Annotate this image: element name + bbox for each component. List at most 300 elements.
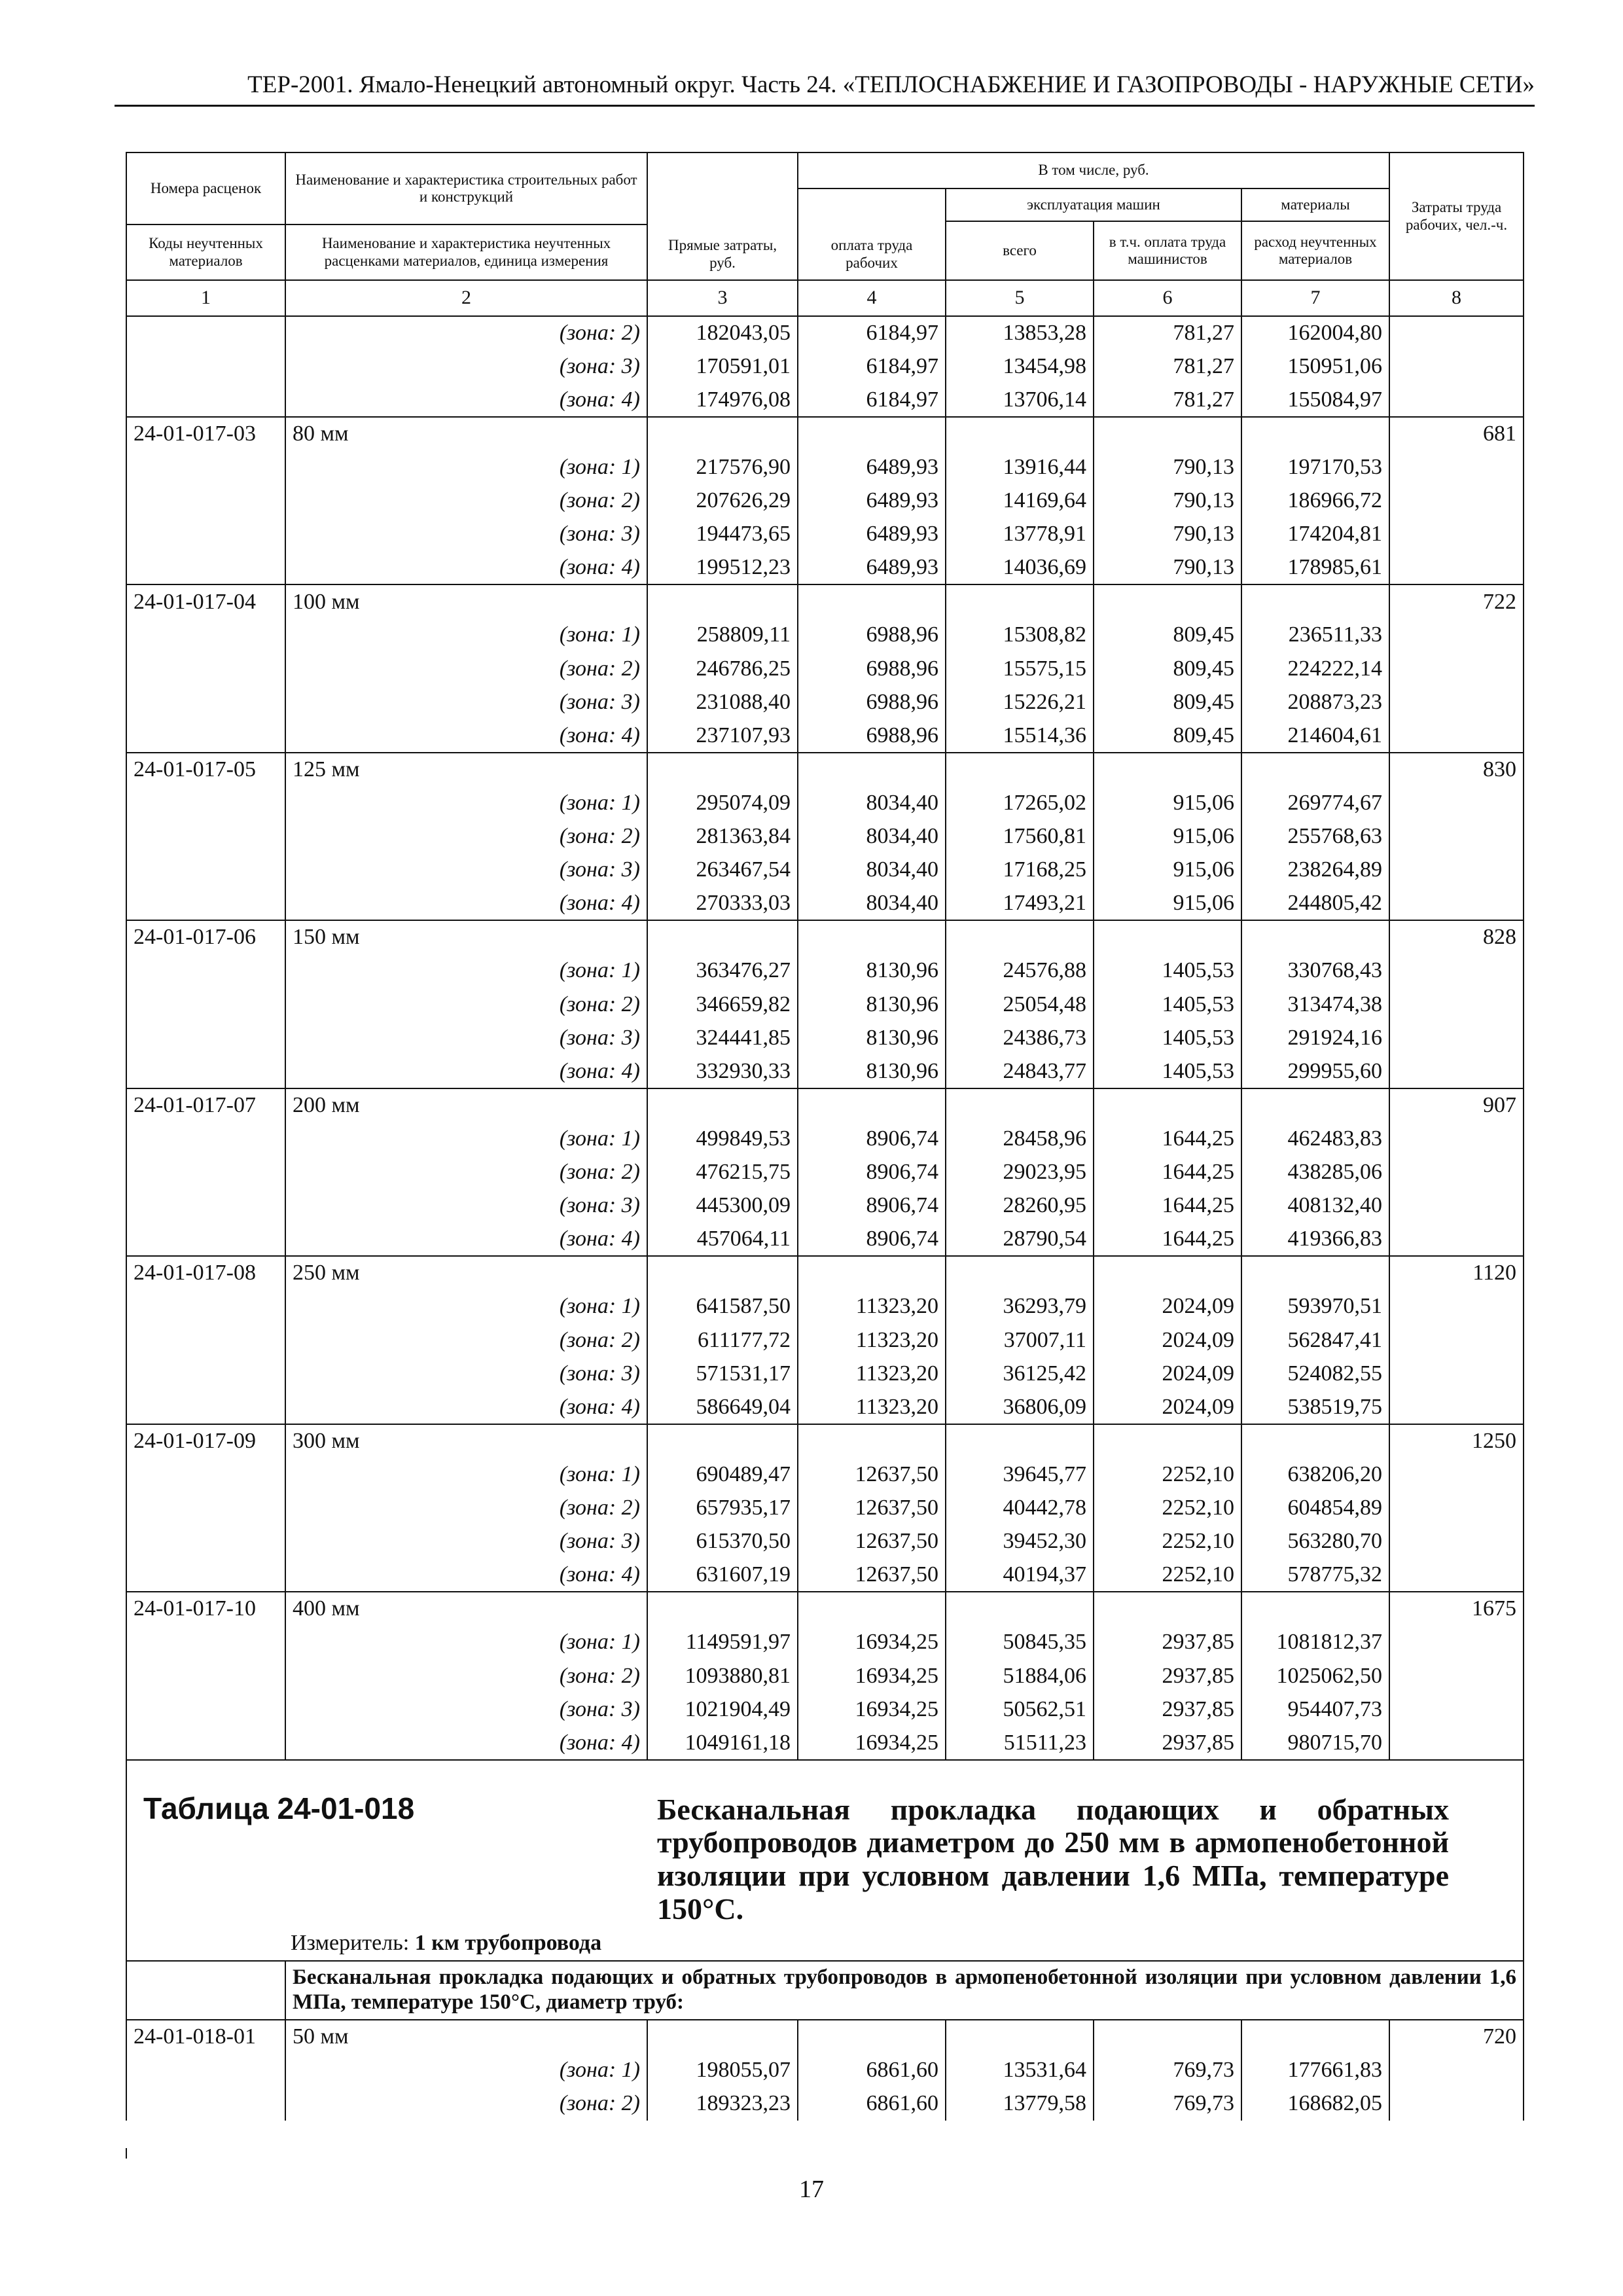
header-rule	[115, 105, 1535, 107]
empty-cell	[126, 1659, 285, 1693]
machines-total: 25054,48	[946, 988, 1094, 1021]
empty-cell	[798, 1424, 946, 1458]
col-number-5: 5	[946, 280, 1094, 316]
rates-table	[126, 152, 1524, 2121]
empty-cell	[1094, 920, 1241, 954]
empty-cell	[1389, 988, 1524, 1021]
empty-cell	[1389, 1626, 1524, 1659]
empty-cell	[126, 652, 285, 685]
zone-row	[126, 786, 1524, 819]
empty-cell	[1389, 1155, 1524, 1189]
empty-cell	[1094, 1088, 1241, 1122]
machines-total: 13853,28	[946, 316, 1094, 350]
machinist-pay: 790,13	[1094, 450, 1241, 484]
zone-label: (зона: 1)	[285, 450, 647, 484]
zone-row	[126, 887, 1524, 920]
materials-cost: 330768,43	[1241, 954, 1389, 988]
machinist-pay: 2937,85	[1094, 1693, 1241, 1726]
table-continuation-mark	[126, 2148, 127, 2159]
empty-cell	[126, 1525, 285, 1558]
worker-pay: 8130,96	[798, 988, 946, 1021]
machines-total: 13706,14	[946, 384, 1094, 417]
machines-total: 28790,54	[946, 1223, 1094, 1256]
zone-label: (зона: 2)	[285, 316, 647, 350]
empty-cell	[1389, 1693, 1524, 1726]
rate-code: 24-01-017-05	[126, 753, 285, 786]
rate-row	[126, 753, 1524, 786]
worker-pay: 11323,20	[798, 1357, 946, 1390]
empty-cell	[126, 819, 285, 853]
worker-pay: 6184,97	[798, 316, 946, 350]
worker-pay: 8034,40	[798, 853, 946, 887]
labor-cost: 1675	[1389, 1592, 1524, 1625]
direct-cost: 476215,75	[647, 1155, 798, 1189]
zone-label: (зона: 1)	[285, 1290, 647, 1323]
empty-cell	[126, 1391, 285, 1424]
worker-pay: 6861,60	[798, 2053, 946, 2087]
worker-pay: 6988,96	[798, 685, 946, 719]
rate-code: 24-01-017-09	[126, 1424, 285, 1458]
empty-cell	[126, 1055, 285, 1088]
empty-cell	[1389, 384, 1524, 417]
rate-row	[126, 1256, 1524, 1289]
labor-cost: 828	[1389, 920, 1524, 954]
zone-row	[126, 1391, 1524, 1424]
materials-cost: 462483,83	[1241, 1122, 1389, 1155]
zone-label: (зона: 4)	[285, 384, 647, 417]
materials-cost: 269774,67	[1241, 786, 1389, 819]
hdr-col2-top: Наименование и характеристика строительных работ и конструкций	[285, 152, 647, 224]
col-number-8: 8	[1389, 280, 1524, 316]
empty-cell	[647, 1088, 798, 1122]
labor-cost: 681	[1389, 417, 1524, 450]
zone-label: (зона: 2)	[285, 988, 647, 1021]
worker-pay: 8034,40	[798, 887, 946, 920]
hdr-col8: Затраты труда рабочих, чел.-ч.	[1389, 152, 1524, 280]
direct-cost: 1021904,49	[647, 1693, 798, 1726]
materials-cost: 255768,63	[1241, 819, 1389, 853]
machinist-pay: 781,27	[1094, 350, 1241, 383]
zone-label: (зона: 3)	[285, 685, 647, 719]
empty-cell	[126, 619, 285, 652]
worker-pay: 6184,97	[798, 384, 946, 417]
empty-cell	[1389, 685, 1524, 719]
zone-row	[126, 1189, 1524, 1223]
rate-code: 24-01-017-06	[126, 920, 285, 954]
worker-pay: 11323,20	[798, 1290, 946, 1323]
direct-cost: 258809,11	[647, 619, 798, 652]
empty-cell	[126, 350, 285, 383]
empty-cell	[126, 2053, 285, 2087]
zone-row	[126, 954, 1524, 988]
machines-total: 15308,82	[946, 619, 1094, 652]
hdr-col1-top: Номера расценок	[126, 152, 285, 224]
zone-row	[126, 1525, 1524, 1558]
labor-cost: 1120	[1389, 1256, 1524, 1289]
direct-cost: 1093880,81	[647, 1659, 798, 1693]
empty-cell	[126, 384, 285, 417]
direct-cost: 231088,40	[647, 685, 798, 719]
machinist-pay: 2024,09	[1094, 1323, 1241, 1357]
machinist-pay: 2024,09	[1094, 1391, 1241, 1424]
empty-cell	[1389, 1290, 1524, 1323]
empty-cell	[126, 1155, 285, 1189]
table2-title: Бесканальная прокладка подающих и обратных трубопроводов диаметром до 250 мм в армопенобетонной изоляции при условном давлении 1,6 МПа, температуре 150°С.	[657, 1792, 1449, 1926]
hdr-col6: в т.ч. оплата труда машинистов	[1094, 221, 1241, 280]
direct-cost: 641587,50	[647, 1290, 798, 1323]
materials-cost: 150951,06	[1241, 350, 1389, 383]
empty-cell	[1389, 853, 1524, 887]
zone-row	[126, 1021, 1524, 1054]
zone-label: (зона: 4)	[285, 551, 647, 584]
worker-pay: 8034,40	[798, 819, 946, 853]
empty-cell	[1389, 1323, 1524, 1357]
materials-cost: 638206,20	[1241, 1458, 1389, 1491]
worker-pay: 16934,25	[798, 1626, 946, 1659]
empty-cell	[1094, 1256, 1241, 1289]
direct-cost: 363476,27	[647, 954, 798, 988]
empty-cell	[647, 2020, 798, 2053]
labor-cost: 907	[1389, 1088, 1524, 1122]
rate-name: 50 мм	[285, 2020, 647, 2053]
hdr-col1-bottom: Коды неучтенных материалов	[126, 224, 285, 280]
empty-cell	[798, 584, 946, 618]
empty-cell	[1241, 1088, 1389, 1122]
empty-cell	[1389, 1223, 1524, 1256]
machines-total: 40442,78	[946, 1491, 1094, 1524]
worker-pay: 6184,97	[798, 350, 946, 383]
zone-label: (зона: 2)	[285, 652, 647, 685]
zone-row	[126, 518, 1524, 551]
materials-cost: 177661,83	[1241, 2053, 1389, 2087]
machines-total: 28260,95	[946, 1189, 1094, 1223]
empty-cell	[647, 1592, 798, 1625]
col-number-6: 6	[1094, 280, 1241, 316]
worker-pay: 11323,20	[798, 1391, 946, 1424]
empty-cell	[1241, 1256, 1389, 1289]
machinist-pay: 915,06	[1094, 786, 1241, 819]
empty-cell	[1389, 954, 1524, 988]
table2-section-row	[126, 1961, 1524, 2020]
zone-row	[126, 1491, 1524, 1524]
empty-cell	[647, 584, 798, 618]
machinist-pay: 1644,25	[1094, 1122, 1241, 1155]
materials-cost: 174204,81	[1241, 518, 1389, 551]
table2-label: Таблица 24-01-018	[143, 1791, 415, 1825]
materials-cost: 186966,72	[1241, 484, 1389, 517]
zone-label: (зона: 4)	[285, 1391, 647, 1424]
zone-label: (зона: 3)	[285, 1357, 647, 1390]
worker-pay: 16934,25	[798, 1659, 946, 1693]
worker-pay: 8130,96	[798, 1055, 946, 1088]
machinist-pay: 809,45	[1094, 652, 1241, 685]
machinist-pay: 2252,10	[1094, 1458, 1241, 1491]
rate-row	[126, 584, 1524, 618]
empty-cell	[946, 417, 1094, 450]
empty-cell	[1389, 619, 1524, 652]
empty-cell	[126, 1323, 285, 1357]
zone-row	[126, 450, 1524, 484]
zone-row	[126, 384, 1524, 417]
zone-label: (зона: 4)	[285, 1558, 647, 1592]
zone-label: (зона: 1)	[285, 1458, 647, 1491]
materials-cost: 244805,42	[1241, 887, 1389, 920]
zone-row	[126, 1223, 1524, 1256]
machines-total: 14036,69	[946, 551, 1094, 584]
zone-label: (зона: 3)	[285, 1693, 647, 1726]
materials-cost: 208873,23	[1241, 685, 1389, 719]
materials-cost: 1025062,50	[1241, 1659, 1389, 1693]
empty-cell	[126, 887, 285, 920]
machinist-pay: 781,27	[1094, 316, 1241, 350]
materials-cost: 214604,61	[1241, 719, 1389, 753]
zone-label: (зона: 3)	[285, 1189, 647, 1223]
machines-total: 17265,02	[946, 786, 1094, 819]
zone-row	[126, 652, 1524, 685]
empty-cell	[1389, 350, 1524, 383]
materials-cost: 238264,89	[1241, 853, 1389, 887]
materials-cost: 578775,32	[1241, 1558, 1389, 1592]
machinist-pay: 1644,25	[1094, 1155, 1241, 1189]
zone-label: (зона: 2)	[285, 2087, 647, 2120]
rate-row	[126, 1592, 1524, 1625]
machinist-pay: 2024,09	[1094, 1357, 1241, 1390]
worker-pay: 6489,93	[798, 484, 946, 517]
empty-cell	[126, 1458, 285, 1491]
zone-label: (зона: 1)	[285, 619, 647, 652]
empty-cell	[1389, 551, 1524, 584]
empty-cell	[126, 316, 285, 350]
machines-total: 51511,23	[946, 1726, 1094, 1759]
direct-cost: 615370,50	[647, 1525, 798, 1558]
worker-pay: 6489,93	[798, 518, 946, 551]
direct-cost: 1149591,97	[647, 1626, 798, 1659]
empty-cell	[798, 1256, 946, 1289]
zone-label: (зона: 4)	[285, 719, 647, 753]
zone-label: (зона: 3)	[285, 1525, 647, 1558]
empty-cell	[1389, 518, 1524, 551]
labor-cost: 720	[1389, 2020, 1524, 2053]
direct-cost: 631607,19	[647, 1558, 798, 1592]
col-number-3: 3	[647, 280, 798, 316]
direct-cost: 324441,85	[647, 1021, 798, 1054]
rate-code: 24-01-017-03	[126, 417, 285, 450]
zone-label: (зона: 4)	[285, 1055, 647, 1088]
empty-cell	[126, 518, 285, 551]
empty-cell	[946, 920, 1094, 954]
direct-cost: 170591,01	[647, 350, 798, 383]
rate-name: 300 мм	[285, 1424, 647, 1458]
machines-total: 39645,77	[946, 1458, 1094, 1491]
empty-cell	[126, 1693, 285, 1726]
materials-cost: 155084,97	[1241, 384, 1389, 417]
hdr-materials: материалы	[1241, 188, 1389, 221]
empty-cell	[1241, 2020, 1389, 2053]
direct-cost: 246786,25	[647, 652, 798, 685]
direct-cost: 445300,09	[647, 1189, 798, 1223]
machinist-pay: 769,73	[1094, 2087, 1241, 2120]
worker-pay: 6489,93	[798, 551, 946, 584]
machinist-pay: 2937,85	[1094, 1726, 1241, 1759]
empty-cell	[1094, 1424, 1241, 1458]
worker-pay: 16934,25	[798, 1726, 946, 1759]
zone-row	[126, 1659, 1524, 1693]
zone-label: (зона: 3)	[285, 518, 647, 551]
empty-cell	[126, 1491, 285, 1524]
machines-total: 36806,09	[946, 1391, 1094, 1424]
zone-row	[126, 853, 1524, 887]
rate-row	[126, 2020, 1524, 2053]
direct-cost: 237107,93	[647, 719, 798, 753]
empty-cell	[1389, 1189, 1524, 1223]
hdr-col4: оплата труда рабочих	[798, 188, 946, 280]
hdr-col7: расход неучтенных материалов	[1241, 221, 1389, 280]
rate-code: 24-01-017-08	[126, 1256, 285, 1289]
empty-cell	[1389, 2087, 1524, 2120]
machines-total: 15575,15	[946, 652, 1094, 685]
direct-cost: 690489,47	[647, 1458, 798, 1491]
empty-cell	[798, 753, 946, 786]
empty-cell	[1389, 887, 1524, 920]
worker-pay: 6988,96	[798, 719, 946, 753]
empty-cell	[1094, 1592, 1241, 1625]
col-number-2: 2	[285, 280, 647, 316]
empty-cell	[1389, 1659, 1524, 1693]
zone-label: (зона: 2)	[285, 484, 647, 517]
worker-pay: 6988,96	[798, 619, 946, 652]
machinist-pay: 809,45	[1094, 719, 1241, 753]
machinist-pay: 1405,53	[1094, 1021, 1241, 1054]
empty-cell	[1241, 753, 1389, 786]
machinist-pay: 2937,85	[1094, 1659, 1241, 1693]
worker-pay: 6988,96	[798, 652, 946, 685]
rate-row	[126, 1424, 1524, 1458]
empty-cell	[1389, 1021, 1524, 1054]
empty-cell	[126, 786, 285, 819]
empty-cell	[126, 1122, 285, 1155]
empty-cell	[126, 484, 285, 517]
empty-cell	[946, 2020, 1094, 2053]
empty-cell	[798, 417, 946, 450]
machines-total: 17560,81	[946, 819, 1094, 853]
zone-row	[126, 819, 1524, 853]
rate-row	[126, 1088, 1524, 1122]
materials-cost: 438285,06	[1241, 1155, 1389, 1189]
hdr-including: В том числе, руб.	[798, 152, 1389, 188]
machines-total: 28458,96	[946, 1122, 1094, 1155]
machines-total: 13778,91	[946, 518, 1094, 551]
empty-cell	[798, 1592, 946, 1625]
direct-cost: 281363,84	[647, 819, 798, 853]
machinist-pay: 809,45	[1094, 685, 1241, 719]
worker-pay: 12637,50	[798, 1525, 946, 1558]
materials-cost: 980715,70	[1241, 1726, 1389, 1759]
empty-cell	[647, 1424, 798, 1458]
materials-cost: 954407,73	[1241, 1693, 1389, 1726]
hdr-machines: эксплуатация машин	[946, 188, 1241, 221]
zone-row	[126, 484, 1524, 517]
materials-cost: 419366,83	[1241, 1223, 1389, 1256]
zone-label: (зона: 4)	[285, 1726, 647, 1759]
worker-pay: 11323,20	[798, 1323, 946, 1357]
zone-row	[126, 350, 1524, 383]
rate-code: 24-01-017-07	[126, 1088, 285, 1122]
machines-total: 24386,73	[946, 1021, 1094, 1054]
machines-total: 39452,30	[946, 1525, 1094, 1558]
direct-cost: 198055,07	[647, 2053, 798, 2087]
worker-pay: 12637,50	[798, 1458, 946, 1491]
empty-cell	[1241, 584, 1389, 618]
worker-pay: 6861,60	[798, 2087, 946, 2120]
machines-total: 24576,88	[946, 954, 1094, 988]
zone-label: (зона: 1)	[285, 786, 647, 819]
direct-cost: 199512,23	[647, 551, 798, 584]
direct-cost: 499849,53	[647, 1122, 798, 1155]
col-number-4: 4	[798, 280, 946, 316]
machinist-pay: 915,06	[1094, 819, 1241, 853]
empty-cell	[798, 1088, 946, 1122]
worker-pay: 8130,96	[798, 1021, 946, 1054]
machines-total: 50562,51	[946, 1693, 1094, 1726]
zone-row	[126, 1726, 1524, 1759]
worker-pay: 8906,74	[798, 1189, 946, 1223]
machinist-pay: 1405,53	[1094, 954, 1241, 988]
machinist-pay: 1405,53	[1094, 1055, 1241, 1088]
machinist-pay: 790,13	[1094, 551, 1241, 584]
empty-cell	[1094, 417, 1241, 450]
materials-cost: 1081812,37	[1241, 1626, 1389, 1659]
empty-cell	[1094, 584, 1241, 618]
empty-cell	[126, 1626, 285, 1659]
empty-cell	[126, 1961, 285, 2020]
zone-label: (зона: 4)	[285, 887, 647, 920]
empty-cell	[126, 1223, 285, 1256]
zone-label: (зона: 3)	[285, 350, 647, 383]
machinist-pay: 2937,85	[1094, 1626, 1241, 1659]
worker-pay: 16934,25	[798, 1693, 946, 1726]
direct-cost: 207626,29	[647, 484, 798, 517]
zone-row	[126, 719, 1524, 753]
machinist-pay: 1644,25	[1094, 1189, 1241, 1223]
empty-cell	[126, 988, 285, 1021]
empty-cell	[126, 685, 285, 719]
machinist-pay: 790,13	[1094, 484, 1241, 517]
empty-cell	[946, 753, 1094, 786]
direct-cost: 332930,33	[647, 1055, 798, 1088]
zone-label: (зона: 2)	[285, 1659, 647, 1693]
zone-row	[126, 1290, 1524, 1323]
measure-label: Измеритель:	[291, 1930, 415, 1955]
hdr-col3: Прямые затраты, руб.	[647, 152, 798, 280]
page-number: 17	[799, 2176, 824, 2203]
zone-row	[126, 1055, 1524, 1088]
rate-name: 400 мм	[285, 1592, 647, 1625]
empty-cell	[126, 1726, 285, 1759]
worker-pay: 12637,50	[798, 1558, 946, 1592]
empty-cell	[946, 584, 1094, 618]
empty-cell	[647, 920, 798, 954]
machines-total: 15514,36	[946, 719, 1094, 753]
empty-cell	[126, 1290, 285, 1323]
empty-cell	[647, 753, 798, 786]
rate-name: 250 мм	[285, 1256, 647, 1289]
zone-row	[126, 316, 1524, 350]
rate-code: 24-01-017-04	[126, 584, 285, 618]
worker-pay: 8034,40	[798, 786, 946, 819]
empty-cell	[1241, 1592, 1389, 1625]
empty-cell	[1389, 1122, 1524, 1155]
worker-pay: 8130,96	[798, 954, 946, 988]
